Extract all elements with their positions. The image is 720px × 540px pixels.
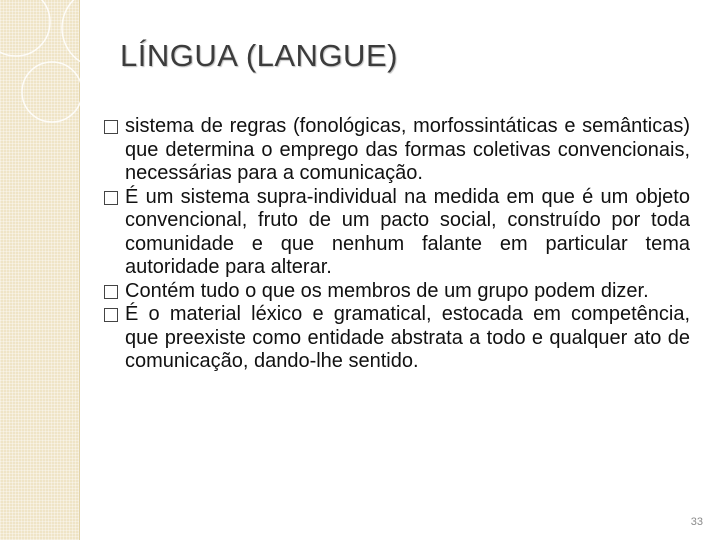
square-bullet-icon <box>104 120 118 134</box>
bullet-text: sistema de regras (fonológicas, morfossintáticas e semânticas) que determina o emprego das formas coletivas convencionais, necessárias para a comunicação. <box>125 115 690 184</box>
square-bullet-icon <box>104 191 118 205</box>
slide-title: LÍNGUA (LANGUE) <box>120 38 398 73</box>
bullet-item <box>104 115 690 186</box>
decorative-side-strip <box>0 0 80 540</box>
bullet-item <box>104 303 690 374</box>
bullet-text: Contém tudo o que os membros de um grupo podem dizer. <box>125 279 649 302</box>
bullet-text: É um sistema supra-individual na medida em que é um objeto convencional, fruto de um pacto social, construído por toda comunidade e que nenhum falante em particular tema autoridade para alterar. <box>125 185 690 278</box>
bullet-item <box>104 280 690 304</box>
bullet-text: É o material léxico e gramatical, estocada em competência, que preexiste como entidade abstrata a todo e qualquer ato de comunicação, dando-lhe sentido. <box>125 303 690 372</box>
page-number: 33 <box>690 516 703 528</box>
square-bullet-icon <box>104 285 118 299</box>
bullet-list <box>104 115 690 374</box>
bullet-item <box>104 186 690 280</box>
square-bullet-icon <box>104 308 118 322</box>
